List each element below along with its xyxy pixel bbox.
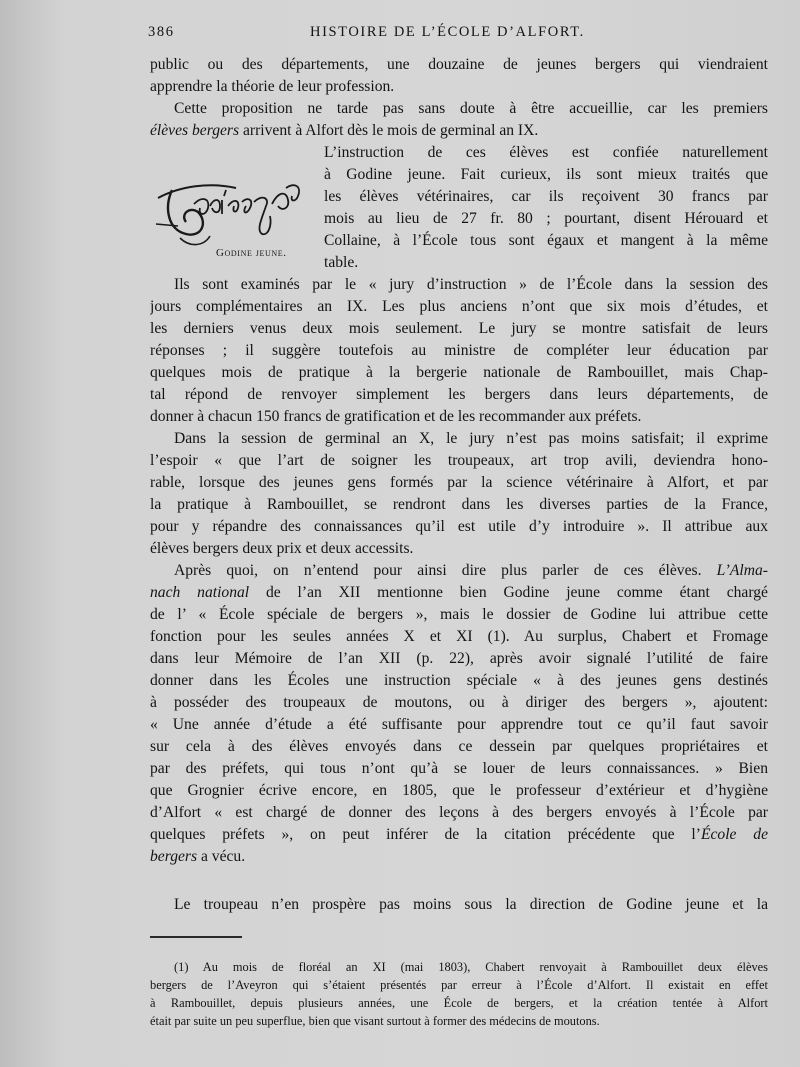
- footnote: [150, 958, 768, 1030]
- text-line: jours complémentaires an IX. Les plus anciens n’ont que six mois d’études, et: [150, 298, 768, 315]
- text-line: Après quoi, on n’entend pour ainsi dire plus parler de ces élèves. L’Alma-: [174, 562, 768, 579]
- text-line: rable, lorsque des jeunes gens formés par la science vétérinaire à Alfort, et par: [150, 474, 768, 491]
- page-body: [150, 54, 768, 916]
- footnote-line: à Rambouillet, depuis plusieurs années, une École de bergers, et la création tentée à Alfort: [150, 996, 768, 1010]
- text-line: public ou des départements, une douzaine de jeunes bergers qui viendraient: [150, 56, 768, 73]
- italic-phrase: L’Alma-: [716, 562, 768, 579]
- text-line: nach national de l’an XII mentionne bien Godine jeune comme étant chargé: [150, 584, 768, 601]
- italic-phrase: École de: [700, 826, 768, 843]
- text-line: Collaine, à l’École tous sont égaux et mangent à la même: [324, 232, 768, 249]
- text-line: pour y répandre des connaissances qu’il est utile d’y introduire ». Il attribue aux: [150, 518, 768, 535]
- text-line: Dans la session de germinal an X, le jury n’est pas moins satisfait; il exprime: [174, 430, 768, 447]
- section-gap: [150, 868, 768, 894]
- text-line: l’espoir « que l’art de soigner les troupeaux, art trop avili, deviendra hono-: [150, 452, 768, 469]
- footnote-line: était par suite un peu superflue, bien que visant surtout à former des médecins de moutons.: [150, 1014, 600, 1028]
- text-line: « Une année d’étude a été suffisante pour apprendre tout ce qu’il faut savoir: [150, 716, 768, 733]
- text-line: sur cela à des élèves envoyés dans ce dessein par quelques propriétaires et: [150, 738, 768, 755]
- text-line: d’Alfort « est chargé de donner des leçons à des bergers envoyés à l’École par: [150, 804, 768, 821]
- text-line: à posséder des troupeaux de moutons, ou à diriger des bergers », ajoutent:: [150, 694, 768, 711]
- signature-caption: Godine jeune.: [216, 247, 287, 259]
- text-line: par des préfets, qui tous n’ont qu’à se louer de leurs connaissances. » Bien: [150, 760, 768, 777]
- running-title: HISTOIRE DE L’ÉCOLE D’ALFORT.: [310, 24, 585, 40]
- footnote-line: bergers de l’Aveyron qui s’étaient présentés par erreur à l’École d’Alfort. Il existait en effet: [150, 978, 768, 992]
- signature-block: [150, 142, 768, 274]
- text-line: élèves bergers deux prix et deux accessits.: [150, 540, 414, 557]
- text-line: Ils sont examinés par le « jury d’instruction » de l’École dans la session des: [174, 276, 768, 293]
- text-beside-signature: [324, 142, 768, 274]
- page-number: 386: [148, 24, 175, 40]
- text-line: Le troupeau n’en prospère pas moins sous la direction de Godine jeune et la: [174, 896, 768, 913]
- page-header: [148, 24, 768, 44]
- text-line: réponses ; il suggère toutefois au ministre de compléter leur éducation par: [150, 342, 768, 359]
- italic-phrase: nach national: [150, 584, 250, 601]
- text-line: tal répond de renvoyer simplement les bergers dans leurs départements, de: [150, 386, 768, 403]
- text-line: apprendre la théorie de leur profession.: [150, 78, 395, 95]
- footnote-rule: [150, 936, 242, 938]
- text-line: table.: [324, 254, 359, 271]
- italic-phrase: élèves bergers: [150, 122, 240, 139]
- text-line: à Godine jeune. Fait curieux, ils sont mieux traités que: [324, 166, 768, 183]
- text-line: la pratique à Rambouillet, se rendront dans les diverses parties de la France,: [150, 496, 768, 513]
- text-line: les élèves vétérinaires, car ils reçoivent 30 francs par: [324, 188, 768, 205]
- text-line: dans leur Mémoire de l’an XII (p. 22), après avoir signalé l’utilité de faire: [150, 650, 768, 667]
- footnote-line: (1) Au mois de floréal an XI (mai 1803), Chabert renvoyait à Rambouillet deux élèves: [174, 960, 768, 974]
- text-line: Cette proposition ne tarde pas sans doute à être accueillie, car les premiers: [174, 100, 768, 117]
- text-line: bergers a vécu.: [150, 848, 246, 865]
- text-line: les derniers venus deux mois seulement. Le jury se montre satisfait de leurs: [150, 320, 768, 337]
- text-line: que Grognier écrive encore, en 1805, que le professeur d’extérieur et d’hygiène: [150, 782, 768, 799]
- text-line: élèves bergers arrivent à Alfort dès le mois de germinal an IX.: [150, 122, 539, 139]
- text-line: mois au lieu de 27 fr. 80 ; pourtant, disent Hérouard et: [324, 210, 768, 227]
- text-line: donner dans les Écoles une instruction spéciale « à des jeunes gens destinés: [150, 672, 768, 689]
- text-line: donner à chacun 150 francs de gratification et de les recommander aux préfets.: [150, 408, 642, 425]
- text-line: L’instruction de ces élèves est confiée naturellement: [324, 144, 768, 161]
- italic-phrase: bergers: [150, 848, 198, 865]
- text-line: de l’ « École spéciale de bergers », mais le dossier de Godine lui attribue cette: [150, 606, 768, 623]
- text-line: fonction pour les seules années X et XI (1). Au surplus, Chabert et Fromage: [150, 628, 768, 645]
- text-line: quelques mois de pratique à la bergerie nationale de Rambouillet, mais Chap-: [150, 364, 768, 381]
- text-line: quelques préfets », on peut inférer de la citation précédente que l’École de: [150, 826, 768, 843]
